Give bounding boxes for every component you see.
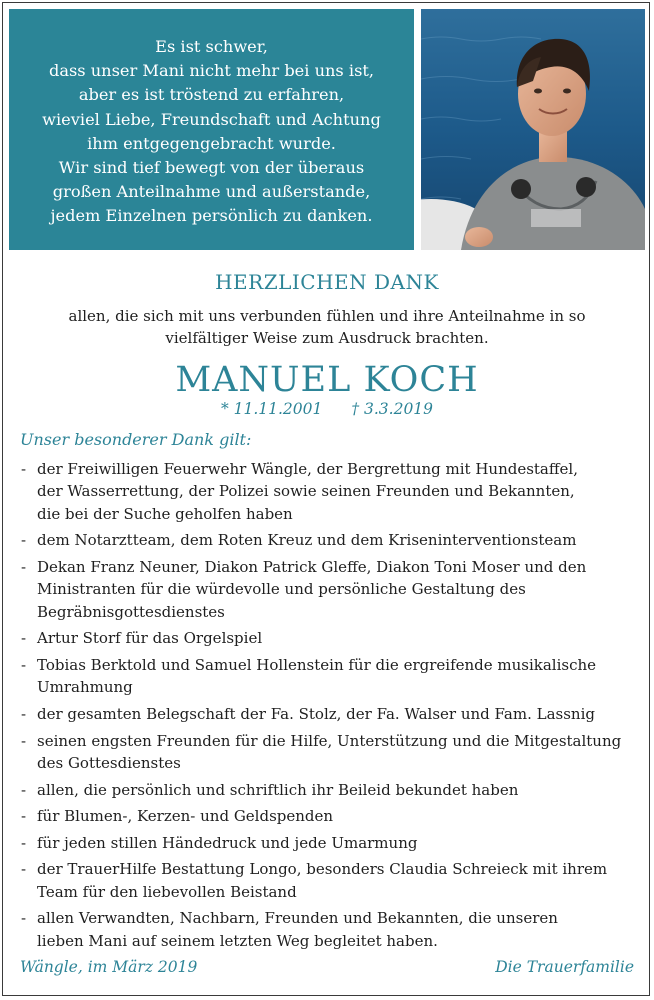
list-dash: - xyxy=(21,656,27,674)
thanks-list-item xyxy=(20,654,640,699)
poem-line: wieviel Liebe, Freundschaft und Achtung xyxy=(42,109,381,129)
list-dash: - xyxy=(21,860,27,879)
list-dash: - xyxy=(21,558,27,576)
thanks-list-item xyxy=(20,805,640,827)
place-date: Wängle, im März 2019 xyxy=(20,958,198,976)
deceased-name: MANUEL KOCH xyxy=(175,360,479,400)
portrait-photo xyxy=(421,9,645,250)
poem-box xyxy=(9,9,414,250)
list-item-line: der gesamten Belegschaft der Fa. Stolz, der Fa. Walser und Fam. Lassnig xyxy=(37,705,595,723)
list-dash: - xyxy=(21,731,27,750)
intro-line: vielfältiger Weise zum Ausdruck brachten. xyxy=(165,329,489,347)
death-date: † 3.3.2019 xyxy=(351,400,434,418)
life-dates xyxy=(0,400,654,418)
thanks-list-item xyxy=(20,858,640,903)
thanks-list-item xyxy=(20,458,640,525)
list-dash: - xyxy=(21,780,27,799)
poem-line: Wir sind tief bewegt von der überaus xyxy=(58,158,365,178)
thanks-list-item xyxy=(20,627,640,649)
list-item-line: für jeden stillen Händedruck und jede Umarmung xyxy=(37,833,418,852)
list-dash: - xyxy=(21,909,27,928)
special-thanks-title: Unser besonderer Dank gilt: xyxy=(20,430,252,449)
list-item-line: Umrahmung xyxy=(37,678,133,697)
thanks-list-item xyxy=(20,832,640,854)
thanks-list-item xyxy=(20,779,640,801)
list-item-line: für Blumen-, Kerzen- und Geldspenden xyxy=(37,807,334,826)
list-dash: - xyxy=(21,531,27,550)
list-item-line: seinen engsten Freunden für die Hilfe, Unterstützung und die Mitgestaltung xyxy=(37,731,622,750)
thanks-list-item xyxy=(20,529,640,551)
thanks-heading: HERZLICHEN DANK xyxy=(215,270,439,294)
poem-line: Es ist schwer, xyxy=(155,37,268,56)
signature-family: Die Trauerfamilie xyxy=(495,958,634,976)
list-item-line: die bei der Suche geholfen haben xyxy=(37,504,293,523)
list-dash: - xyxy=(21,460,27,478)
list-item-line: Artur Storf für das Orgelspiel xyxy=(37,629,263,648)
list-item-line: der Freiwilligen Feuerwehr Wängle, der Bergrettung mit Hundestaffel, xyxy=(37,460,578,478)
list-item-line: der TrauerHilfe Bestattung Longo, besonders Claudia Schreieck mit ihrem xyxy=(37,860,608,879)
poem-line: aber es ist tröstend zu erfahren, xyxy=(78,85,345,105)
thanks-list-item xyxy=(20,556,640,623)
poem-line: großen Anteilnahme und außerstande, xyxy=(52,182,371,202)
list-dash: - xyxy=(21,705,27,723)
list-item-line: Dekan Franz Neuner, Diakon Patrick Gleffe, Diakon Toni Moser und den xyxy=(37,558,587,576)
birth-date: * 11.11.2001 xyxy=(220,400,323,418)
thanks-list-item xyxy=(20,907,640,952)
list-item-line: Team für den liebevollen Beistand xyxy=(37,882,297,901)
intro-line: allen, die sich mit uns verbunden fühlen und ihre Anteilnahme in so xyxy=(68,307,586,325)
thanks-list-item xyxy=(20,703,640,725)
thanks-list-item xyxy=(20,730,640,775)
portrait-illustration xyxy=(421,9,645,250)
thanks-list xyxy=(20,458,640,956)
poem-line: ihm entgegengebracht wurde. xyxy=(87,133,336,153)
list-item-line: Begräbnisgottesdienstes xyxy=(37,602,225,621)
list-item-line: der Wasserrettung, der Polizei sowie seinen Freunden und Bekannten, xyxy=(37,482,575,501)
poem-line: dass unser Mani nicht mehr bei uns ist, xyxy=(48,61,375,81)
list-item-line: allen Verwandten, Nachbarn, Freunden und Bekannten, die unseren xyxy=(37,909,558,928)
list-dash: - xyxy=(21,833,27,852)
poem-line: jedem Einzelnen persönlich zu danken. xyxy=(50,206,373,226)
list-item-line: allen, die persönlich und schriftlich ihr Beileid bekundet haben xyxy=(37,780,519,799)
list-item-line: des Gottesdienstes xyxy=(37,754,181,772)
list-dash: - xyxy=(21,807,27,826)
intro-text xyxy=(0,305,654,349)
list-item-line: Tobias Berktold und Samuel Hollenstein für die ergreifende musikalische xyxy=(37,656,597,674)
list-item-line: Ministranten für die würdevolle und persönliche Gestaltung des xyxy=(37,580,526,599)
list-item-line: dem Notarztteam, dem Roten Kreuz und dem Kriseninterventionsteam xyxy=(37,531,577,550)
list-item-line: lieben Mani auf seinem letzten Weg begleitet haben. xyxy=(37,931,438,950)
list-dash: - xyxy=(21,629,27,648)
